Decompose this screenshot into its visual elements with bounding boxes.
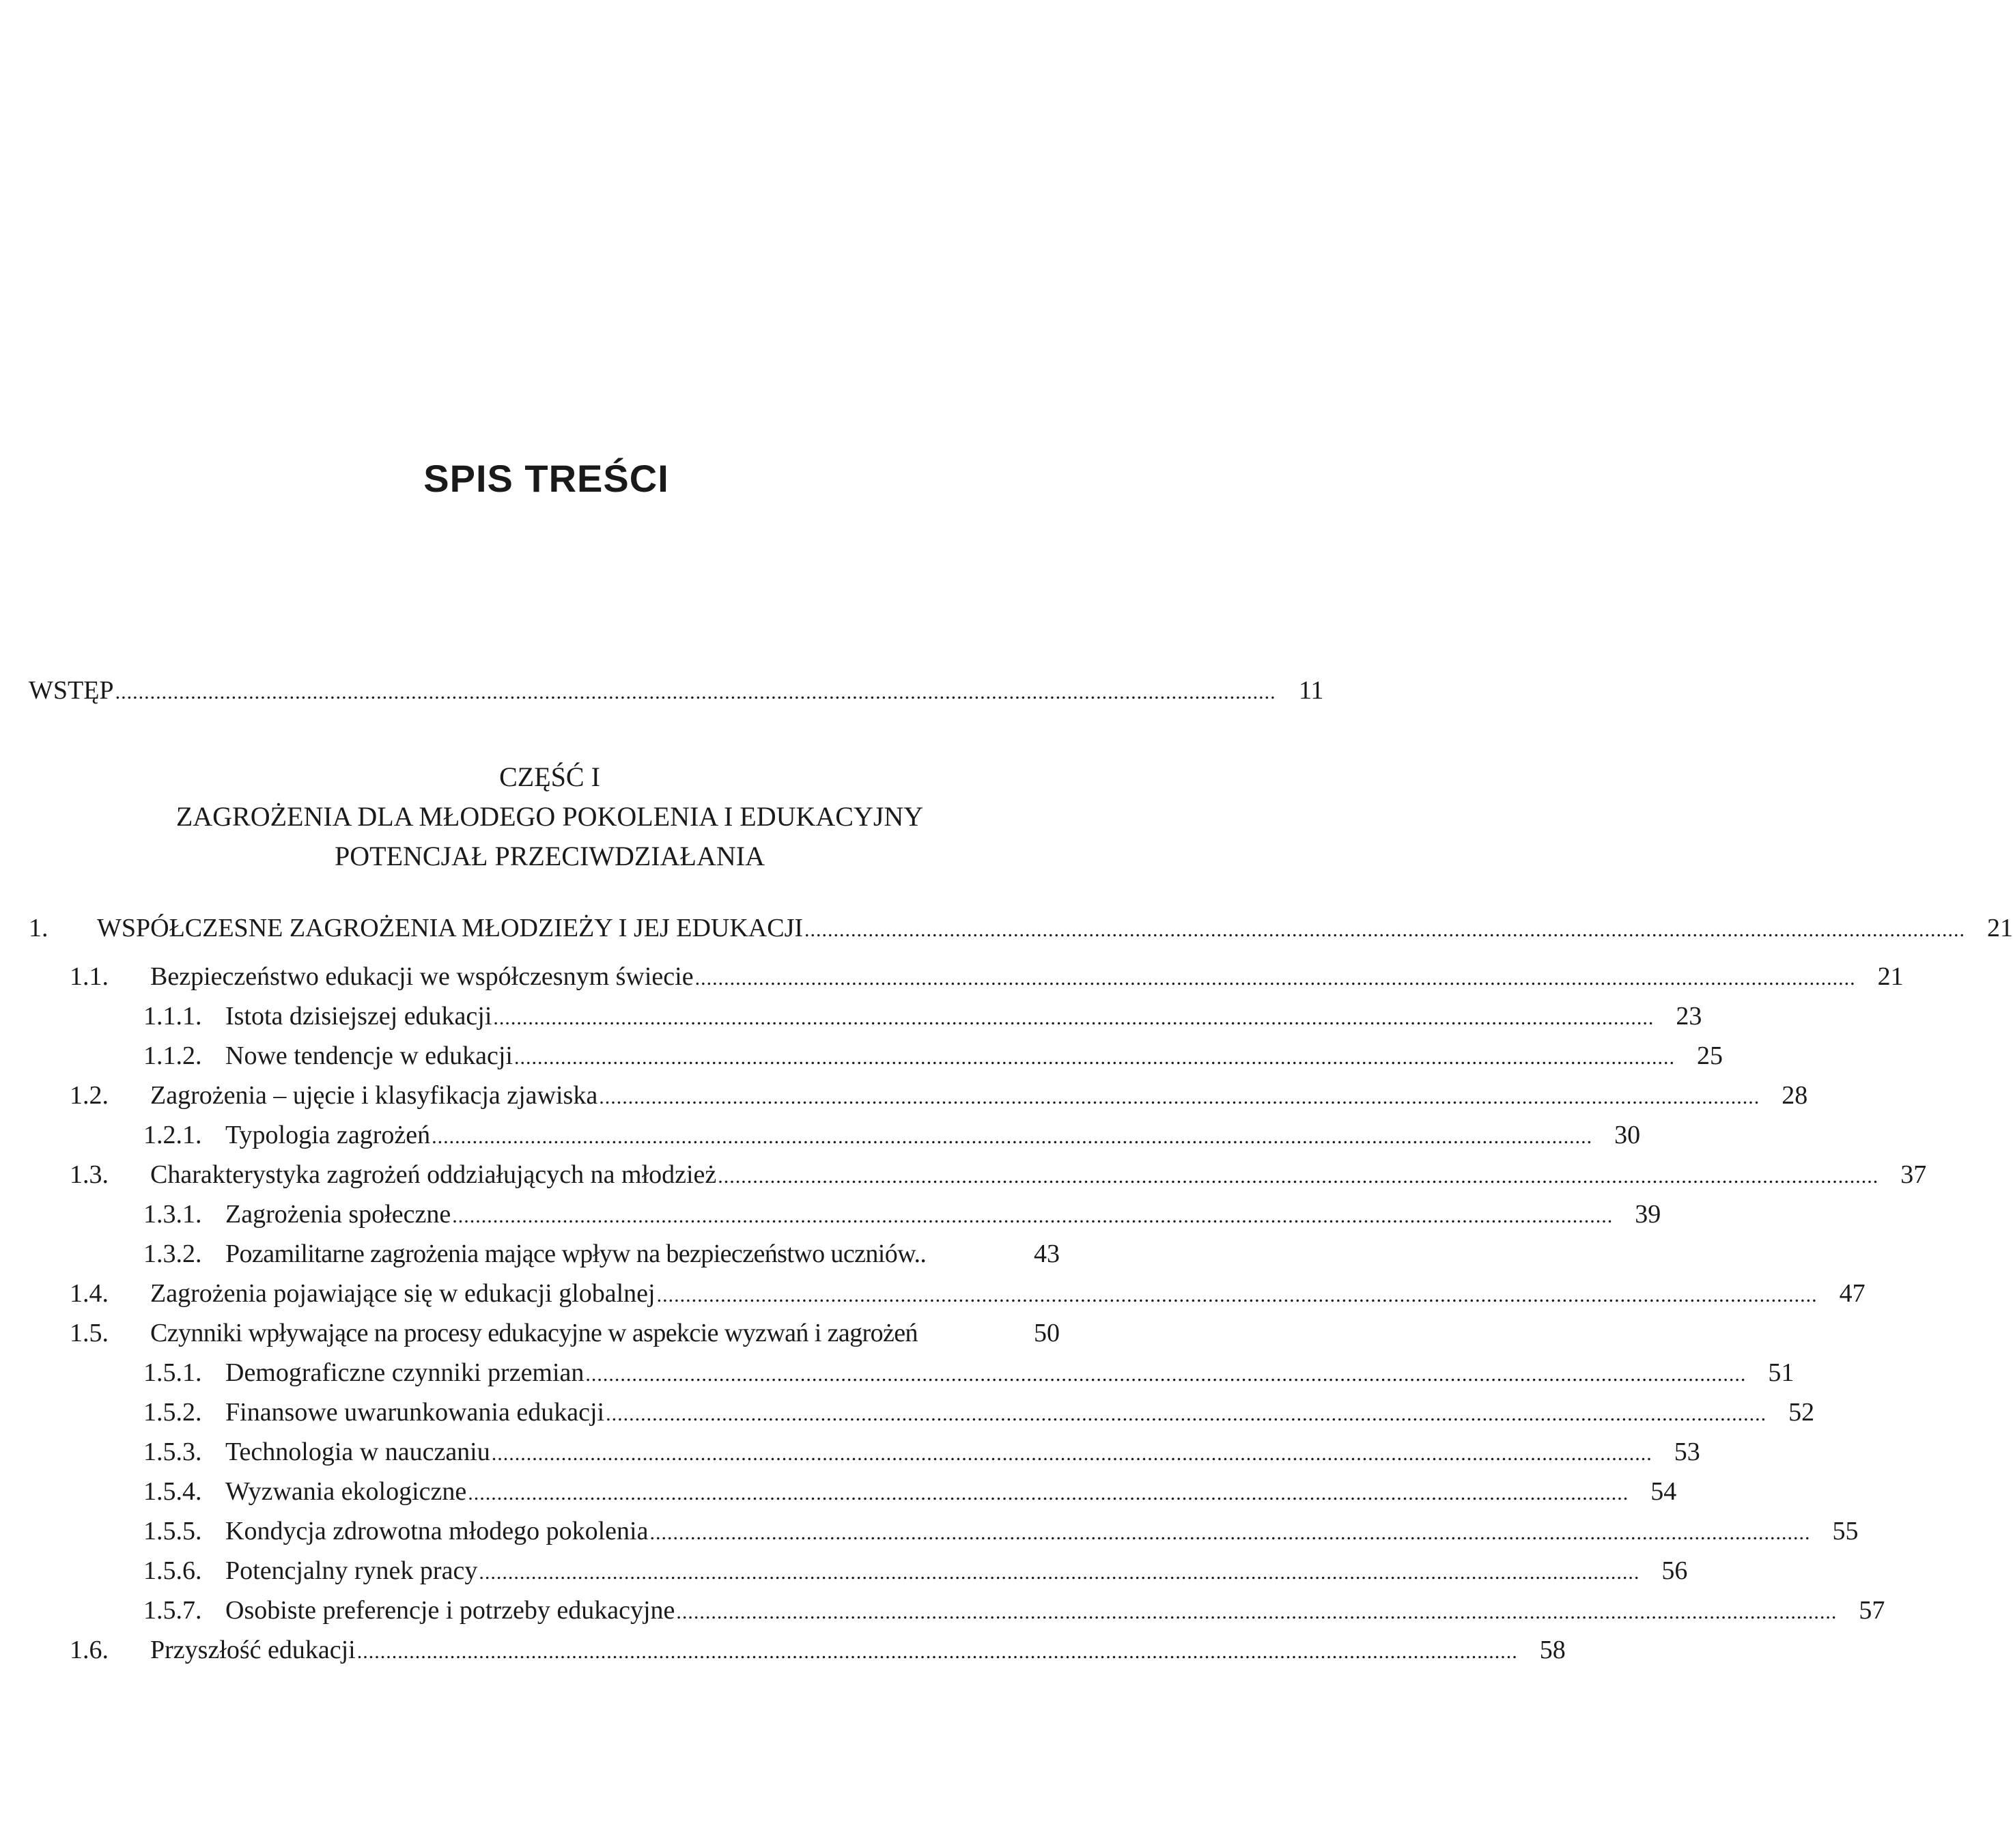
toc-entry-title: Osobiste preferencje i potrzeby edukacyjne: [225, 1596, 675, 1625]
toc-entry[interactable]: [29, 1313, 1060, 1353]
toc-chapter-1[interactable]: [29, 908, 2013, 948]
toc-entry-number: 1.3.1.: [143, 1200, 202, 1229]
toc-entry[interactable]: [29, 1115, 1641, 1155]
toc-entry-number: 1.1.2.: [143, 1041, 202, 1070]
toc-entry-number: 1.6.: [70, 1636, 109, 1664]
toc-entry-title: Czynniki wpływające na procesy edukacyjne w aspekcie wyzwań i zagrożeń: [150, 1319, 918, 1347]
toc-entry-title: Nowe tendencje w edukacji: [225, 1041, 513, 1070]
toc-entry-page: 54: [1650, 1477, 1677, 1506]
leader-dots: ........................................................................................................................................................................................................: [432, 1125, 1593, 1148]
toc-entry-page: 55: [1832, 1517, 1859, 1545]
toc-entry-title: Zagrożenia – ujęcie i klasyfikacja zjawiska: [150, 1081, 598, 1110]
toc-entry-title: Zagrożenia pojawiające się w edukacji globalnej: [150, 1279, 656, 1308]
toc-entry-page: 47: [1839, 1279, 1866, 1308]
toc-entry-number: 1.2.: [70, 1081, 109, 1110]
toc-entry-number: 1.2.1.: [143, 1121, 202, 1149]
toc-entry-intro[interactable]: [29, 671, 1324, 710]
toc-entry-page: 58: [1539, 1636, 1566, 1664]
toc-entry-number: 1.5.3.: [143, 1438, 202, 1466]
toc-entry[interactable]: [29, 1511, 1859, 1551]
part-label: CZĘŚĆ I: [499, 761, 600, 792]
leader-dots: ........................................................................................................................................................................................................: [356, 1640, 1518, 1663]
toc-entry-title: WSTĘP: [29, 676, 114, 705]
toc-entry-page: 21: [1877, 962, 1904, 991]
toc-entry[interactable]: [29, 1472, 1677, 1511]
leader-dots: ........................................................................................................................................................................................................: [606, 1403, 1767, 1425]
toc-entry[interactable]: [29, 1274, 1866, 1313]
toc-entry-page: 23: [1676, 1002, 1702, 1031]
toc-entry[interactable]: [29, 1036, 1723, 1076]
leader-dots: ........................................................................................................................................................................................................: [115, 681, 1276, 703]
leader-dots: ........................................................................................................................................................................................................: [649, 1522, 1811, 1544]
toc-entry-title: Przyszłość edukacji: [150, 1636, 356, 1664]
toc-entry-title: Typologia zagrożeń: [225, 1121, 431, 1149]
toc-entry-number: 1.: [29, 914, 48, 942]
leader-dots: ........................................................................................................................................................................................................: [514, 1046, 1675, 1069]
toc-entry-page: 53: [1674, 1438, 1700, 1466]
toc-entry-title: Istota dzisiejszej edukacji: [225, 1002, 492, 1031]
toc-entry-number: 1.5.1.: [143, 1358, 202, 1387]
part-title-line-2: POTENCJAŁ PRZECIWDZIAŁANIA: [335, 841, 765, 871]
toc-entry-page: 37: [1900, 1160, 1927, 1189]
toc-entry-page: 43: [1034, 1240, 1060, 1268]
toc-entry-title: WSPÓŁCZESNE ZAGROŻENIA MŁODZIEŻY I JEJ EDUKACJI: [97, 914, 804, 942]
toc-entry[interactable]: [29, 1432, 1700, 1472]
leader-dots: ........................................................................................................................................................................................................: [676, 1601, 1838, 1623]
leader-dots: ........................................................................................................................................................................................................: [599, 1086, 1760, 1108]
part-title-line-1: ZAGROŻENIA DLA MŁODEGO POKOLENIA I EDUKACYJNY: [175, 801, 924, 832]
toc-entry-number: 1.5.5.: [143, 1517, 202, 1545]
toc-entry[interactable]: [29, 1392, 1815, 1432]
toc-entry[interactable]: [29, 996, 1702, 1036]
toc-entry-title: Potencjalny rynek pracy: [225, 1556, 478, 1585]
toc-entry-number: 1.5.4.: [143, 1477, 202, 1506]
toc-entry-title: Demograficzne czynniki przemian: [225, 1358, 585, 1387]
toc-entry-page: 57: [1859, 1596, 1885, 1625]
toc-entry-title: Charakterystyka zagrożeń oddziałujących na młodzież: [150, 1160, 717, 1189]
toc-entry[interactable]: [29, 1353, 1794, 1392]
toc-entry-number: 1.3.2.: [143, 1240, 202, 1268]
leader-dots: ........................................................................................................................................................................................................: [718, 1165, 1879, 1188]
toc-entry-number: 1.1.1.: [143, 1002, 202, 1031]
toc-entry-page: 52: [1788, 1398, 1815, 1427]
toc-entry-title: Finansowe uwarunkowania edukacji: [225, 1398, 605, 1427]
leader-dots: ........................................................................................................................................................................................................: [491, 1442, 1652, 1465]
toc-entry-page: 21: [1987, 914, 2013, 942]
toc-entry[interactable]: [29, 1591, 1885, 1630]
leader-dots: ........................................................................................................................................................................................................: [656, 1284, 1818, 1306]
toc-entry-title: Technologia w nauczaniu: [225, 1438, 490, 1466]
leader-dots: ........................................................................................................................................................................................................: [585, 1363, 1747, 1386]
toc-entry[interactable]: [29, 957, 1904, 996]
toc-entry-title: Zagrożenia społeczne: [225, 1200, 451, 1229]
toc-entry-page: 30: [1614, 1121, 1641, 1149]
leader-dots: ........................................................................................................................................................................................................: [493, 1007, 1655, 1029]
toc-entry-page: 25: [1697, 1041, 1723, 1070]
toc-entry-number: 1.5.6.: [143, 1556, 202, 1585]
toc-entry-number: 1.1.: [70, 962, 109, 991]
toc-entry-number: 1.5.7.: [143, 1596, 202, 1625]
leader-dots: ........................................................................................................................................................................................................: [694, 967, 1856, 990]
toc-entry-title: Wyzwania ekologiczne: [225, 1477, 467, 1506]
toc-entry-title: Kondycja zdrowotna młodego pokolenia: [225, 1517, 649, 1545]
leader-dots: ........................................................................................................................................................................................................: [479, 1561, 1640, 1584]
toc-entry-page: 28: [1782, 1081, 1808, 1110]
toc-entry-page: 51: [1768, 1358, 1794, 1387]
toc-entry-number: 1.5.2.: [143, 1398, 202, 1427]
toc-entry[interactable]: [29, 1076, 1808, 1115]
toc-entry-page: 39: [1635, 1200, 1661, 1229]
toc-entry-number: 1.5.: [70, 1319, 109, 1347]
toc-entry[interactable]: [29, 1155, 1927, 1194]
toc-entry-page: 11: [1298, 676, 1324, 705]
leader-dots: ........................................................................................................................................................................................................: [804, 919, 1966, 941]
toc-entry[interactable]: [29, 1551, 1688, 1591]
toc-entry-number: 1.3.: [70, 1160, 109, 1189]
toc-entry-page: 50: [1034, 1319, 1060, 1347]
toc-entry-number: 1.4.: [70, 1279, 109, 1308]
toc-entry[interactable]: [29, 1630, 1566, 1670]
toc-entry-title: Pozamilitarne zagrożenia mające wpływ na bezpieczeństwo uczniów..: [225, 1240, 927, 1268]
toc-entry[interactable]: [29, 1234, 1060, 1274]
leader-dots: ........................................................................................................................................................................................................: [468, 1482, 1629, 1504]
toc-entry-page: 56: [1661, 1556, 1688, 1585]
page-title: SPIS TREŚCI: [423, 457, 669, 500]
toc-entry-title: Bezpieczeństwo edukacji we współczesnym świecie: [150, 962, 694, 991]
toc-entry[interactable]: [29, 1194, 1661, 1234]
leader-dots: ........................................................................................................................................................................................................: [452, 1205, 1614, 1227]
